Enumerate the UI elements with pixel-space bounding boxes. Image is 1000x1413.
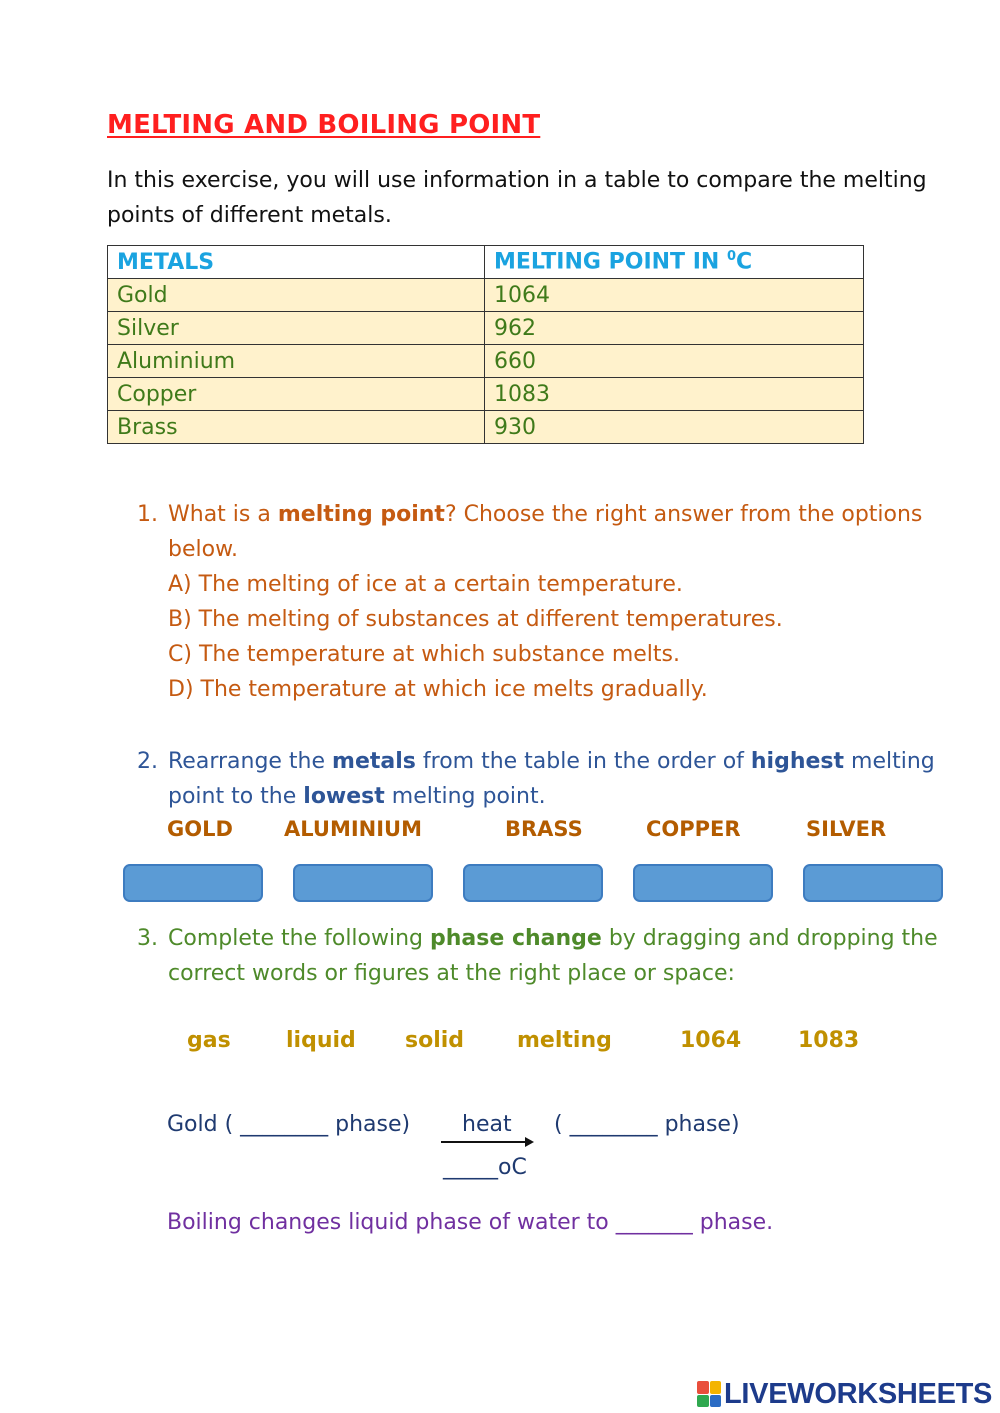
option-b[interactable]: B) The melting of substances at different temperatures. — [168, 607, 783, 632]
question-3 — [137, 921, 957, 991]
boiling-sentence[interactable]: Boiling changes liquid phase of water to _______ phase. — [167, 1210, 774, 1235]
melting-point-table — [107, 245, 864, 444]
table-cell-metal: Copper — [108, 378, 485, 411]
table-cell-value: 930 — [485, 411, 864, 444]
logo-square-red — [697, 1381, 709, 1394]
table-row — [108, 345, 864, 378]
table-cell-value: 962 — [485, 312, 864, 345]
liveworksheets-logo — [697, 1377, 992, 1411]
question-2-text: Rearrange the metals from the table in the order of highest melting point to the lowest melting point. — [168, 749, 935, 809]
question-number: 1. — [137, 502, 158, 527]
heat-label: heat — [462, 1112, 512, 1137]
drop-box-5[interactable] — [803, 864, 943, 902]
page-title: MELTING AND BOILING POINT — [107, 110, 541, 140]
drag-chip-brass[interactable]: BRASS — [505, 817, 583, 841]
drag-chip-silver[interactable]: SILVER — [806, 817, 887, 841]
intro-text: In this exercise, you will use information in a table to compare the melting points of different metals. — [107, 168, 927, 228]
drag-chip-copper[interactable]: COPPER — [646, 817, 741, 841]
arrow-line — [441, 1141, 527, 1143]
logo-mark-icon — [697, 1381, 721, 1407]
table-row — [108, 312, 864, 345]
question-2 — [137, 744, 957, 814]
table-row — [108, 279, 864, 312]
table-cell-metal: Silver — [108, 312, 485, 345]
drag-word-1064[interactable]: 1064 — [680, 1028, 742, 1053]
arrow-head-icon — [525, 1137, 534, 1147]
logo-square-blue — [710, 1395, 722, 1408]
drag-chip-gold[interactable]: GOLD — [167, 817, 233, 841]
question-3-text: Complete the following phase change by dragging and dropping the correct words or figures at the right place or space: — [168, 926, 938, 986]
drop-box-2[interactable] — [293, 864, 433, 902]
table-header-metals: METALS — [108, 246, 485, 279]
table-cell-metal: Brass — [108, 411, 485, 444]
drop-box-3[interactable] — [463, 864, 603, 902]
option-a[interactable]: A) The melting of ice at a certain temperature. — [168, 572, 683, 597]
table-cell-metal: Aluminium — [108, 345, 485, 378]
drag-word-melting[interactable]: melting — [517, 1028, 612, 1053]
question-number: 3. — [137, 926, 158, 951]
table-cell-metal: Gold — [108, 279, 485, 312]
drag-word-1083[interactable]: 1083 — [798, 1028, 860, 1053]
option-c[interactable]: C) The temperature at which substance melts. — [168, 642, 680, 667]
logo-text: LIVEWORKSHEETS — [724, 1377, 993, 1410]
option-d[interactable]: D) The temperature at which ice melts gradually. — [168, 677, 708, 702]
drag-word-liquid[interactable]: liquid — [286, 1028, 356, 1053]
question-1-text: What is a melting point? Choose the right answer from the options below. — [168, 502, 923, 562]
logo-square-green — [697, 1395, 709, 1408]
drop-box-1[interactable] — [123, 864, 263, 902]
drop-box-4[interactable] — [633, 864, 773, 902]
table-cell-value: 1083 — [485, 378, 864, 411]
table-cell-value: 1064 — [485, 279, 864, 312]
table-header-row — [108, 246, 864, 279]
drag-word-solid[interactable]: solid — [405, 1028, 465, 1053]
table-cell-value: 660 — [485, 345, 864, 378]
drag-chip-aluminium[interactable]: ALUMINIUM — [284, 817, 422, 841]
logo-square-yellow — [710, 1381, 722, 1394]
question-1 — [137, 497, 937, 707]
table-row — [108, 378, 864, 411]
gold-phase-blank[interactable]: Gold ( ________ phase) — [167, 1112, 411, 1137]
temperature-blank[interactable]: _____oC — [443, 1155, 527, 1180]
question-number: 2. — [137, 749, 158, 774]
table-row — [108, 411, 864, 444]
table-header-melting-point: MELTING POINT IN $^0$C — [485, 246, 864, 279]
result-phase-blank[interactable]: ( ________ phase) — [554, 1112, 740, 1137]
heat-arrow — [441, 1112, 533, 1146]
drag-word-gas[interactable]: gas — [187, 1028, 231, 1053]
